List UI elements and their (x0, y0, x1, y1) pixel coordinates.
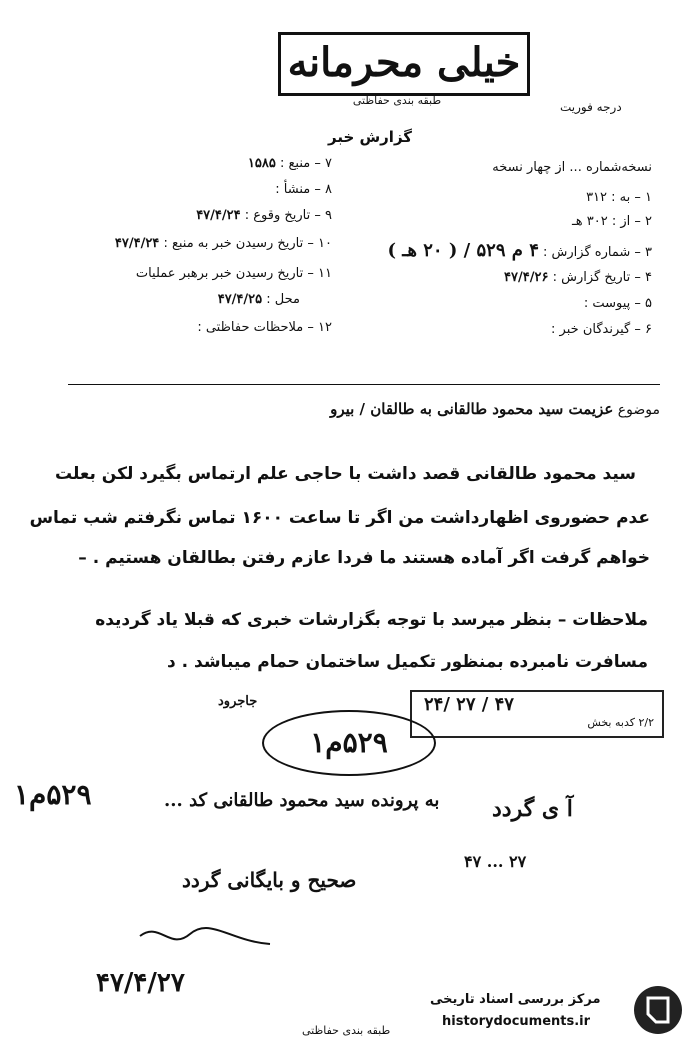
field-date-occurred-label: ۹ – تاریخ وقوع : (244, 208, 332, 223)
body-line: سید محمود طالقانی قصد داشت با حاجی علم ارتماس بگیرد لکن بعلت (54, 464, 636, 484)
field-place (218, 292, 300, 307)
subject-row (330, 400, 660, 418)
field-source-value: ۱۵۸۵ (247, 156, 276, 171)
field-date-ops: ۱۱ – تاریخ رسیدن خبر برهبر عملیات (135, 266, 332, 281)
margin-file-number: ۵۲۹م۱ (14, 778, 92, 811)
field-place-label: محل : (266, 292, 300, 307)
field-report-date (504, 270, 652, 285)
classification-footer: طبقه بندی حفاظتی (302, 1024, 391, 1037)
handwritten-right: آ ی گردد (492, 796, 573, 822)
body-line: عدم حضوروی اظهارداشت من اگر تا ساعت ۱۶۰۰ تماس نگرفتم شب تماس (29, 508, 650, 528)
field-to: ۱ – به : ۳۱۲ (586, 190, 652, 205)
archive-logo-icon (634, 986, 682, 1034)
receipt-stamp-dept: ۲/۲ کدبه بخش (587, 716, 654, 729)
field-date-occurred (196, 208, 332, 223)
receipt-stamp-date: ۲۴/ ۲۷ / ۴۷ (424, 694, 514, 715)
handwritten-filing-note: صحیح و بایگانی گردد (182, 868, 357, 892)
notes-line: ملاحظات – بنظر میرسد با توجه بگزارشات خبری که قبلا یاد گردیده (95, 610, 648, 630)
subject-value: عزیمت سید محمود طالقانی به طالقان / بیرو (330, 400, 614, 418)
circled-file-number: ۵۲۹م۱ (262, 710, 436, 776)
divider-rule (68, 384, 660, 385)
field-report-date-label: ۴ – تاریخ گزارش : (552, 270, 652, 285)
field-date-occurred-value: ۴۷/۴/۲۴ (196, 208, 241, 223)
field-date-received-value: ۴۷/۴/۲۴ (114, 236, 160, 251)
field-source-label: ۷ – منبع : (280, 156, 332, 171)
signature-scribble (130, 916, 280, 956)
classification-label: طبقه بندی حفاظتی (352, 94, 442, 107)
location-note: جاجرود (218, 694, 258, 709)
field-report-no-label: ۳ – شماره گزارش : (543, 245, 652, 260)
body-line: خواهم گرفت اگر آماده هستند ما فردا عازم رفتن بطالقان هستیم . – (78, 548, 650, 568)
priority-label: درجه فوریت (560, 100, 622, 114)
field-report-date-value: ۴۷/۴/۲۶ (504, 270, 549, 285)
report-title: گزارش خبر (327, 128, 413, 146)
field-recipients: ۶ – گیرندگان خبر : (551, 322, 652, 337)
field-from: ۲ – از : ۳۰۲ هـ (571, 214, 652, 229)
archive-name: مرکز بررسی اسناد تاریخی (430, 992, 601, 1007)
classification-stamp: خیلی محرمانه (278, 32, 530, 96)
field-place-value: ۴۷/۴/۲۵ (217, 292, 263, 307)
handwritten-initials: ۲۷ ... ۴۷ (464, 852, 527, 871)
handwritten-note: به پرونده سید محمود طالقانی کد ... (164, 790, 440, 811)
field-date-received (115, 236, 332, 251)
field-report-no-value: ۴ م ۵۲۹ / ( ۲۰ هـ ) (387, 240, 539, 261)
field-copy: نسخه‌شماره ... از چهار نسخه (492, 160, 652, 175)
field-origin: ۸ – منشأ : (275, 182, 332, 197)
field-attachment: ۵ – پیوست : (583, 296, 652, 311)
field-date-received-label: ۱۰ – تاریخ رسیدن خبر به منبع : (163, 236, 332, 251)
archive-website: historydocuments.ir (442, 1014, 591, 1029)
receipt-stamp (410, 690, 664, 738)
field-source (248, 156, 332, 171)
subject-label: موضوع (617, 402, 660, 418)
field-report-no (387, 240, 652, 261)
archive-logo-shape (634, 986, 682, 1034)
field-remarks: ۱۲ – ملاحظات حفاظتی : (197, 320, 332, 335)
notes-line: مسافرت نامبرده بمنظور تکمیل ساختمان حمام میباشد . د (167, 652, 648, 672)
handwritten-date: ۴۷/۴/۲۷ (96, 968, 185, 998)
